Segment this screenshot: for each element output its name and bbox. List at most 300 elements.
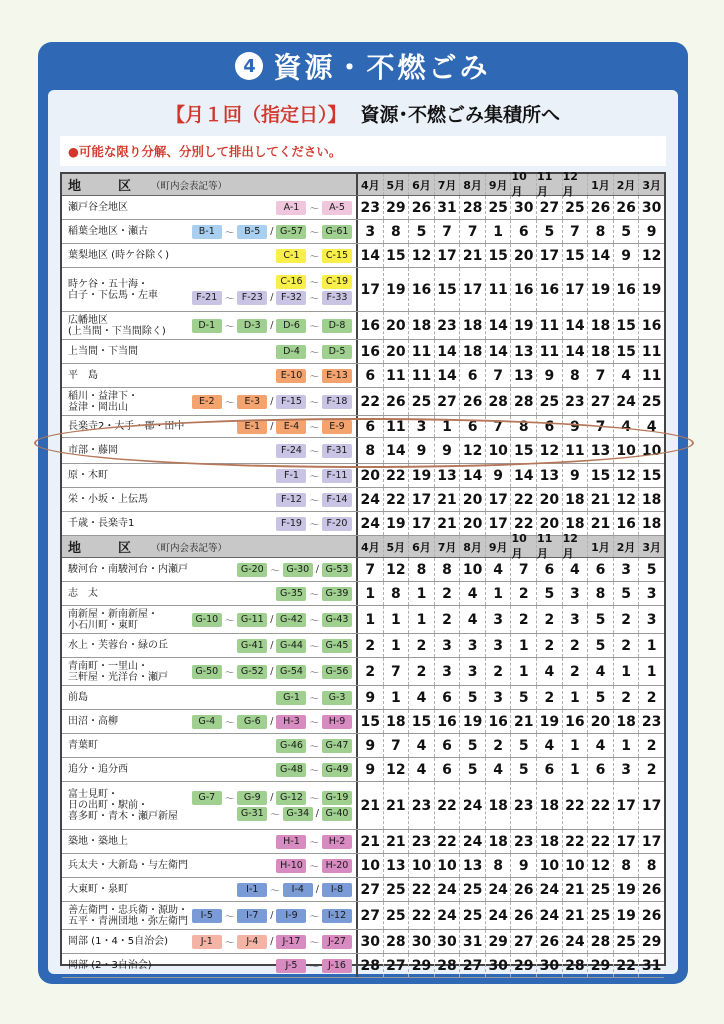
collection-day: 20 [384,340,410,363]
collection-day: 20 [460,512,486,535]
code-badge: F-12 [276,493,306,507]
collection-day: 18 [563,488,589,511]
day-cells [358,658,664,685]
code-separator: 〜 [309,641,319,653]
area-name: 大東町・泉町 [68,884,128,895]
collection-day: 10 [486,438,512,463]
collection-point-codes [276,201,352,215]
collection-day: 8 [563,364,589,387]
code-badge: A-1 [276,201,306,215]
collection-day: 4 [486,558,512,581]
collection-day: 3 [614,558,640,581]
collection-point-codes [276,369,352,383]
code-badge: F-33 [322,291,352,305]
code-separator: 〜 [309,371,319,383]
area-cell [62,220,358,243]
collection-day: 2 [563,634,589,657]
collection-day: 17 [614,782,640,829]
collection-day: 9 [563,416,589,437]
collection-day: 26 [511,902,537,929]
code-badge: G-61 [322,225,352,239]
collection-day: 27 [358,902,384,929]
collection-day: 9 [614,244,640,267]
month-header: 12月 [563,174,589,195]
code-separator: 〜 [224,227,235,239]
code-separator: 〜 [309,203,319,215]
collection-day: 15 [384,244,410,267]
area-name: 青葉町 [68,740,98,751]
code-badge: J-16 [322,959,352,973]
collection-day: 18 [588,340,614,363]
collection-day: 18 [563,512,589,535]
collection-day: 9 [358,758,384,781]
collection-day: 24 [486,878,512,901]
code-separator: 〜 [270,885,280,897]
code-badge: E-9 [322,420,352,434]
collection-day: 15 [563,244,589,267]
collection-day: 8 [435,558,461,581]
code-badge: I-5 [192,909,222,923]
collection-day: 20 [460,488,486,511]
collection-point-codes [192,319,352,333]
collection-day: 14 [384,438,410,463]
collection-day: 25 [486,196,512,219]
day-cells [358,930,664,953]
day-cells [358,488,664,511]
collection-day: 3 [486,606,512,633]
collection-day: 11 [563,438,589,463]
collection-day: 22 [563,782,589,829]
code-badge: B-5 [237,225,267,239]
collection-point-codes [276,493,352,507]
code-badge: G-49 [322,763,352,777]
collection-day: 5 [614,220,640,243]
collection-day: 27 [460,954,486,977]
collection-day: 18 [460,340,486,363]
code-badge: G-53 [322,563,352,577]
area-name: 駿河台・南駿河台・内瀬戸 [68,564,188,575]
month-header: 4月 [358,536,384,557]
collection-day: 11 [641,343,662,360]
collection-day: 9 [358,734,384,757]
collection-day: 1 [563,686,589,709]
code-line [192,225,352,239]
code-separator: 〜 [309,446,319,458]
day-cells [358,196,664,219]
collection-day: 19 [511,312,537,339]
collection-day: 16 [537,268,563,311]
collection-day: 18 [409,312,435,339]
code-line [276,587,352,601]
collection-day: 30 [358,930,384,953]
code-badge: G-47 [322,739,352,753]
code-separator: 〜 [224,397,235,409]
collection-point-codes [276,959,352,973]
collection-day: 21 [563,902,589,929]
day-cells [358,340,664,363]
collection-day: 12 [641,247,662,264]
collection-day: 22 [409,902,435,929]
code-separator: 〜 [270,565,280,577]
area-name: 築地・築地上 [68,836,128,847]
code-separator: / [270,640,274,651]
collection-day: 4 [460,582,486,605]
collection-point-codes [276,345,352,359]
collection-day: 8 [588,582,614,605]
collection-day: 16 [358,312,384,339]
collection-day: 26 [641,907,662,924]
collection-day: 16 [409,268,435,311]
frequency-label: 【月１回（指定日）】 [165,103,347,126]
collection-day: 7 [588,416,614,437]
collection-day: 5 [646,561,657,578]
schedule-table [60,170,666,974]
collection-day: 2 [409,634,435,657]
month-header: 2月 [614,174,640,195]
code-separator: 〜 [309,293,319,305]
code-badge: G-39 [322,587,352,601]
collection-day: 14 [358,244,384,267]
area-cell [62,954,358,977]
day-cells [358,902,664,929]
code-line [192,715,352,729]
collection-day: 8 [646,857,657,874]
collection-point-codes [276,469,352,483]
collection-day: 15 [435,268,461,311]
collection-day: 6 [435,734,461,757]
code-badge: F-1 [276,469,306,483]
collection-day: 15 [588,464,614,487]
code-badge: G-45 [322,639,352,653]
day-cells [358,558,664,581]
collection-day: 5 [511,758,537,781]
code-badge: C-19 [322,275,352,289]
collection-day: 21 [358,782,384,829]
month-header: 8月 [460,174,486,195]
collection-day: 27 [384,954,410,977]
collection-day: 2 [614,686,640,709]
code-badge: G-9 [237,791,267,805]
code-badge: F-19 [276,517,306,531]
collection-day: 9 [409,438,435,463]
collection-day: 18 [384,710,410,733]
collection-day: 1 [384,634,410,657]
collection-day: 16 [614,512,640,535]
table-row [62,582,664,606]
collection-day: 29 [588,954,614,977]
collection-day: 26 [511,878,537,901]
collection-day: 7 [384,734,410,757]
collection-day: 24 [435,878,461,901]
area-cell [62,710,358,733]
code-line [276,493,352,507]
day-cells [358,758,664,781]
collection-day: 7 [563,220,589,243]
day-cells [358,416,664,437]
table-row [62,268,664,312]
area-cell [62,658,358,685]
month-header: 9月 [486,174,512,195]
code-separator: 〜 [224,667,235,679]
collection-day: 20 [588,710,614,733]
day-cells [358,634,664,657]
collection-day: 2 [435,606,461,633]
code-badge: G-31 [237,807,267,821]
day-cells [358,244,664,267]
code-badge: H-10 [276,859,306,873]
collection-day: 19 [614,902,640,929]
collection-day: 28 [384,930,410,953]
day-cells [358,388,664,415]
code-badge: H-1 [276,835,306,849]
collection-day: 6 [435,758,461,781]
collection-day: 17 [563,268,589,311]
collection-day: 22 [358,388,384,415]
collection-day: 4 [409,734,435,757]
collection-day: 5 [588,686,614,709]
table-row [62,954,664,978]
code-badge: A-5 [322,201,352,215]
collection-day: 31 [435,196,461,219]
collection-day: 20 [384,312,410,339]
code-badge: G-41 [237,639,267,653]
collection-day: 15 [641,467,662,484]
code-badge: G-12 [276,791,306,805]
collection-day: 30 [409,930,435,953]
collection-day: 3 [435,634,461,657]
collection-day: 2 [511,582,537,605]
code-badge: G-7 [192,791,222,805]
collection-day: 24 [563,930,589,953]
area-name: 市部・藤岡 [68,445,118,456]
collection-day: 25 [460,902,486,929]
area-cell [62,782,358,829]
collection-day: 24 [358,488,384,511]
collection-day: 6 [435,686,461,709]
collection-day: 13 [588,438,614,463]
area-name: 千歳・長楽寺1 [68,518,135,529]
area-name: 水上・芙蓉台・緑の丘 [68,640,168,651]
collection-day: 3 [486,634,512,657]
code-separator: 〜 [309,741,319,753]
code-badge: G-11 [237,613,267,627]
collection-day: 19 [588,268,614,311]
collection-day: 3 [563,606,589,633]
month-header: 7月 [435,174,461,195]
collection-day: 4 [588,658,614,685]
code-line [276,469,352,483]
code-badge: F-20 [322,517,352,531]
code-badge: C-1 [276,249,306,263]
collection-day: 13 [537,464,563,487]
table-row [62,606,664,634]
collection-day: 2 [646,737,657,754]
collection-day: 6 [588,558,614,581]
area-name: 長楽寺2・大手・郡・田中 [68,421,185,432]
code-badge: I-8 [322,883,352,897]
notice-text: ●可能な限り分解、分別して排出してください。 [60,136,666,166]
code-badge: G-30 [283,563,313,577]
area-cell [62,364,358,387]
area-cell [62,438,358,463]
collection-day: 27 [537,196,563,219]
code-separator: 〜 [309,861,319,873]
area-cell [62,244,358,267]
area-cell [62,312,358,339]
collection-day: 29 [641,933,662,950]
collection-day: 9 [435,438,461,463]
collection-day: 2 [409,658,435,685]
collection-day: 12 [460,438,486,463]
code-separator: 〜 [309,717,319,729]
table-row [62,244,664,268]
collection-day: 16 [435,710,461,733]
code-badge: J-5 [276,959,306,973]
code-separator: 〜 [309,961,319,973]
code-separator: / [270,614,274,625]
collection-day: 18 [641,491,662,508]
month-header: 8月 [460,536,486,557]
collection-day: 1 [358,582,384,605]
code-line [276,959,352,973]
area-cell [62,634,358,657]
collection-day: 26 [409,196,435,219]
collection-day: 25 [563,196,589,219]
collection-point-codes [192,395,352,409]
collection-day: 12 [409,244,435,267]
code-badge: G-56 [322,665,352,679]
code-separator: 〜 [224,793,235,805]
code-badge: I-12 [322,909,352,923]
code-badge: G-6 [237,715,267,729]
code-line [276,275,352,289]
collection-day: 6 [537,416,563,437]
code-badge: G-43 [322,613,352,627]
code-line [192,613,352,627]
day-cells [358,854,664,877]
code-separator: 〜 [309,589,319,601]
collection-day: 7 [486,364,512,387]
collection-day: 13 [435,464,461,487]
collection-day: 26 [588,196,614,219]
area-name: 前島 [68,692,88,703]
area-name: 善左衛門・忠兵衛・源助・ 五平・青洲団地・弥左衛門 [68,904,188,927]
collection-day: 9 [486,464,512,487]
collection-point-codes [276,691,352,705]
code-line [192,291,352,305]
area-header-label: 地 区 [68,541,144,556]
collection-day: 22 [588,830,614,853]
collection-day: 23 [409,830,435,853]
month-header: 9月 [486,536,512,557]
code-badge: F-18 [322,395,352,409]
collection-day: 22 [563,830,589,853]
code-badge: G-40 [322,807,352,821]
month-header: 3月 [642,178,661,192]
collection-day: 22 [614,954,640,977]
code-badge: J-1 [192,935,222,949]
area-name: 平 島 [68,370,98,381]
collection-point-codes [192,791,352,821]
collection-day: 12 [537,438,563,463]
collection-day: 23 [409,782,435,829]
collection-day: 22 [511,488,537,511]
area-name: 青南町・一里山・ 三軒屋・光洋台・瀬戸 [68,660,168,683]
code-separator: 〜 [309,495,319,507]
collection-day: 5 [460,734,486,757]
collection-day: 2 [563,658,589,685]
collection-day: 2 [614,606,640,633]
collection-day: 17 [614,830,640,853]
code-badge: B-1 [192,225,222,239]
code-line [276,249,352,263]
month-header: 4月 [358,174,384,195]
collection-point-codes [276,763,352,777]
code-badge: I-1 [237,883,267,897]
collection-day: 18 [641,515,662,532]
collection-day: 7 [358,558,384,581]
collection-day: 9 [358,686,384,709]
day-cells [358,582,664,605]
collection-day: 17 [486,488,512,511]
collection-day: 13 [384,854,410,877]
collection-day: 3 [358,220,384,243]
table-row [62,364,664,388]
collection-day: 8 [358,438,384,463]
month-header: 1月 [588,536,614,557]
collection-day: 22 [384,464,410,487]
collection-day: 28 [460,196,486,219]
day-cells [358,438,664,463]
collection-day: 4 [563,558,589,581]
month-header: 11月 [537,536,563,557]
collection-day: 11 [641,367,662,384]
collection-day: 28 [563,954,589,977]
table-row [62,388,664,416]
area-header-note: （町内会表記等） [151,180,228,192]
month-header: 11月 [537,174,563,195]
collection-day: 12 [588,854,614,877]
collection-day: 2 [486,658,512,685]
collection-day: 24 [460,830,486,853]
collection-day: 26 [614,196,640,219]
collection-day: 21 [563,878,589,901]
code-line [276,859,352,873]
month-header-cells [358,532,664,560]
collection-day: 29 [511,954,537,977]
collection-point-codes [276,444,352,458]
collection-day: 1 [384,686,410,709]
collection-day: 2 [358,658,384,685]
collection-day: 4 [409,758,435,781]
collection-day: 18 [588,312,614,339]
collection-day: 30 [641,199,662,216]
area-cell [62,734,358,757]
code-separator: 〜 [224,937,235,949]
area-header-note: （町内会表記等） [151,542,228,554]
collection-day: 14 [563,340,589,363]
area-name: 上当間・下当間 [68,346,138,357]
code-badge: H-9 [322,715,352,729]
area-name: 南新屋・新南新屋・ 小石川町・東町 [68,608,158,631]
collection-day: 18 [537,830,563,853]
code-badge: G-57 [276,225,306,239]
code-badge: D-1 [192,319,222,333]
code-badge: H-20 [322,859,352,873]
code-badge: G-34 [283,807,313,821]
code-separator: / [270,792,274,803]
area-cell [62,902,358,929]
